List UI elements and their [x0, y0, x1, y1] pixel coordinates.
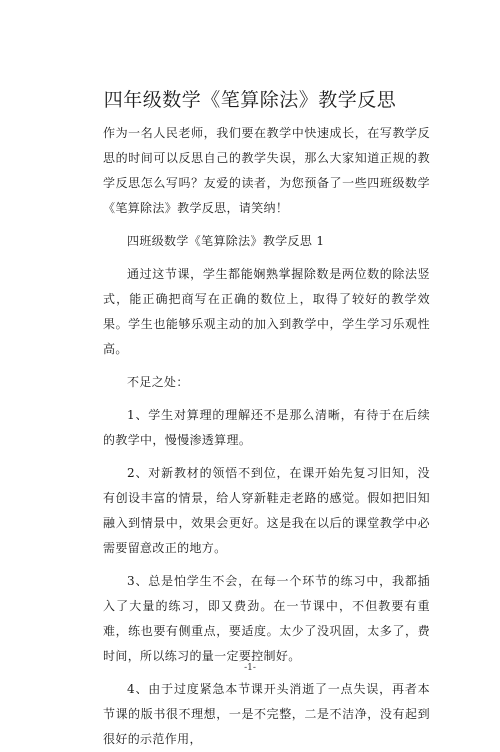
shortcomings-heading: 不足之处：	[127, 375, 189, 389]
list-item-2: 2、对新教材的领悟不到位，在课开始先复习旧知，没有创设丰富的情景，给人穿新鞋走老路的感觉。假如把旧知融入到情景中，效果会更好。这是我在以后的课堂教学中必需要留意改正的地方。	[103, 466, 430, 555]
list-item-4: 4、由于过度紧急本节课开头消逝了一点失误，再者本节课的版书很不理想，一是不完整，二是不洁净，没有起到很好的示范作用，	[103, 682, 430, 746]
list-item-3: 3、总是怕学生不会，在每一个环节的练习中，我都插入了大量的练习，即又费劲。在一节课中，不但教要有重难，练也要有侧重点，要适度。太少了没巩固，太多了，费时间，所以练习的量一定要控制好。	[103, 574, 430, 663]
body-paragraph: 通过这节课，学生都能娴熟掌握除数是两位数的除法竖式，能正确把商写在正确的数位上，取得了较好的教学效果。学生也能够乐观主动的加入到教学中，学生学习乐观性高。	[103, 267, 430, 356]
document-title: 四年级数学《笔算除法》教学反思	[103, 88, 397, 111]
section-heading: 四班级数学《笔算除法》教学反思 1	[127, 234, 325, 248]
document-body	[103, 121, 430, 752]
page-number: -1-	[244, 663, 256, 673]
intro-paragraph: 作为一名人民老师，我们要在教学中快速成长，在写教学反思的时间可以反思自己的教学失误，那么大家知道正规的教学反思怎么写吗？友爱的读者，为您预备了一些四班级数学《笔算除法》教学反思，请笑纳！	[103, 126, 430, 215]
list-item-1: 1、学生对算理的理解还不是那么清晰，有待于在后续的教学中，慢慢渗透算理。	[103, 408, 430, 447]
